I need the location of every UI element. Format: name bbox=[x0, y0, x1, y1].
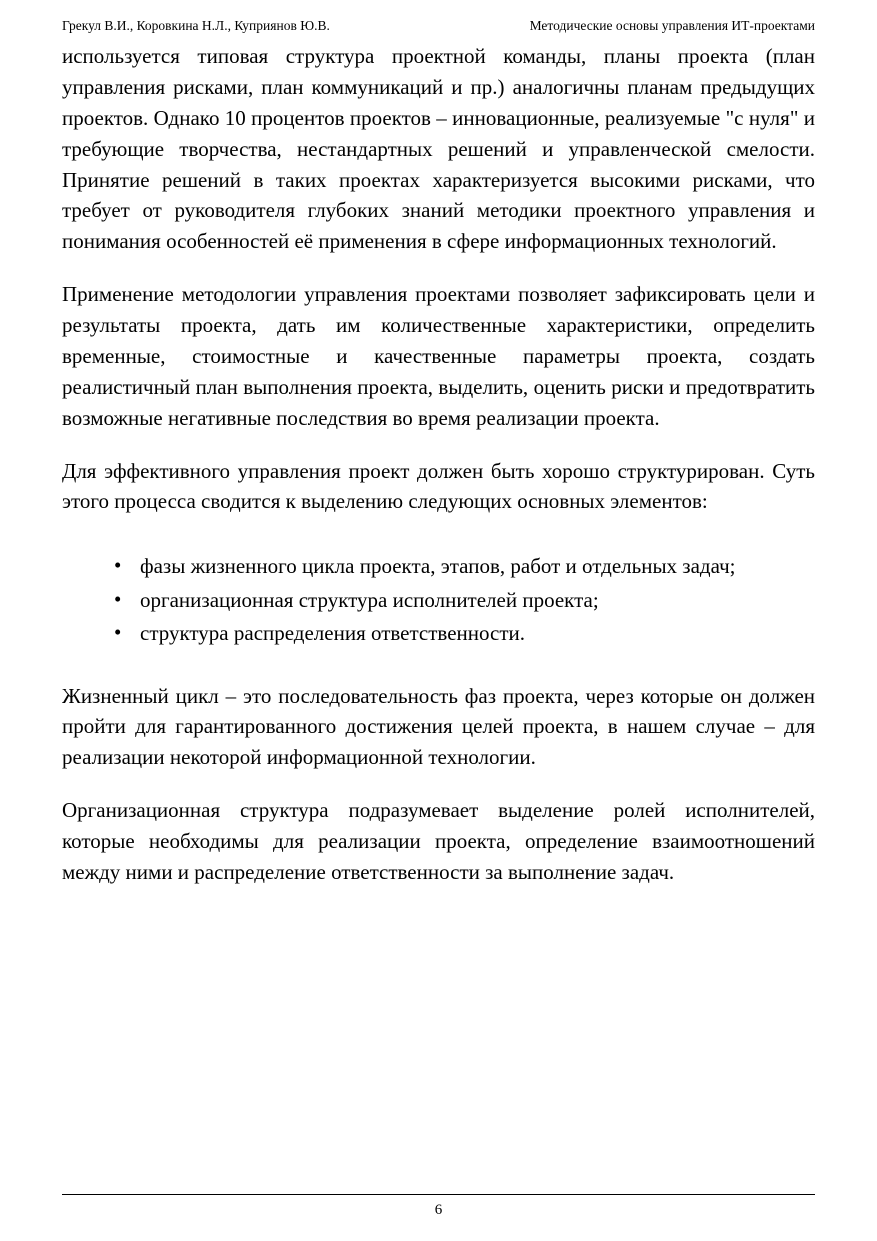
paragraph-4: Жизненный цикл – это последовательность фаз проекта, через которые он должен пройти для гарантированного достижения целей проекта, в нашем случае – для реализации некоторой информационной технологии. bbox=[62, 683, 815, 770]
document-body bbox=[62, 41, 815, 888]
paragraph-1: используется типовая структура проектной команды, планы проекта (план управления рисками, план коммуникаций и пр.) аналогичны планам предыдущих проектов. Однако 10 процентов проектов – инновационные, реализуемые "с нуля" и требующие творчества, нестандартных решений и управленческой смелости. Принятие решений в таких проектах характеризуется высокими рисками, что требует от руководителя глубоких знаний методики проектного управления и понимания особенностей её применения в сфере информационных технологий. bbox=[62, 44, 815, 254]
bulleted-list bbox=[62, 551, 815, 648]
running-head-authors: Грекул В.И., Коровкина Н.Л., Куприянов Ю.В. bbox=[62, 18, 330, 33]
footer-divider bbox=[62, 1194, 815, 1195]
paragraph-3: Для эффективного управления проект должен быть хорошо структурирован. Суть этого процесса сводится к выделению следующих основных элементов: bbox=[62, 458, 815, 514]
paragraph-5: Организационная структура подразумевает выделение ролей исполнителей, которые необходимы для реализации проекта, определение взаимоотношений между ними и распределение ответственности за выполнение задач. bbox=[62, 798, 815, 884]
list-item: • фазы жизненного цикла проекта, этапов, работ и отдельных задач; bbox=[140, 551, 815, 581]
list-item: • структура распределения ответственности. bbox=[140, 618, 815, 648]
paragraph-2: Применение методологии управления проектами позволяет зафиксировать цели и результаты проекта, дать им количественные характеристики, определить временные, стоимостные и качественные параметры проекта, создать реалистичный план выполнения проекта, выделить, оценить риски и предотвратить возможные негативные последствия во время реализации проекта. bbox=[62, 282, 815, 430]
page-number: 6 bbox=[434, 1202, 443, 1218]
list-top-spacer bbox=[62, 539, 815, 551]
running-head bbox=[62, 18, 815, 37]
list-item: • организационная структура исполнителей проекта; bbox=[140, 585, 815, 615]
running-head-title: Методические основы управления ИТ-проектами bbox=[529, 18, 815, 33]
list-bottom-spacer bbox=[62, 671, 815, 681]
page-footer bbox=[62, 1194, 815, 1219]
